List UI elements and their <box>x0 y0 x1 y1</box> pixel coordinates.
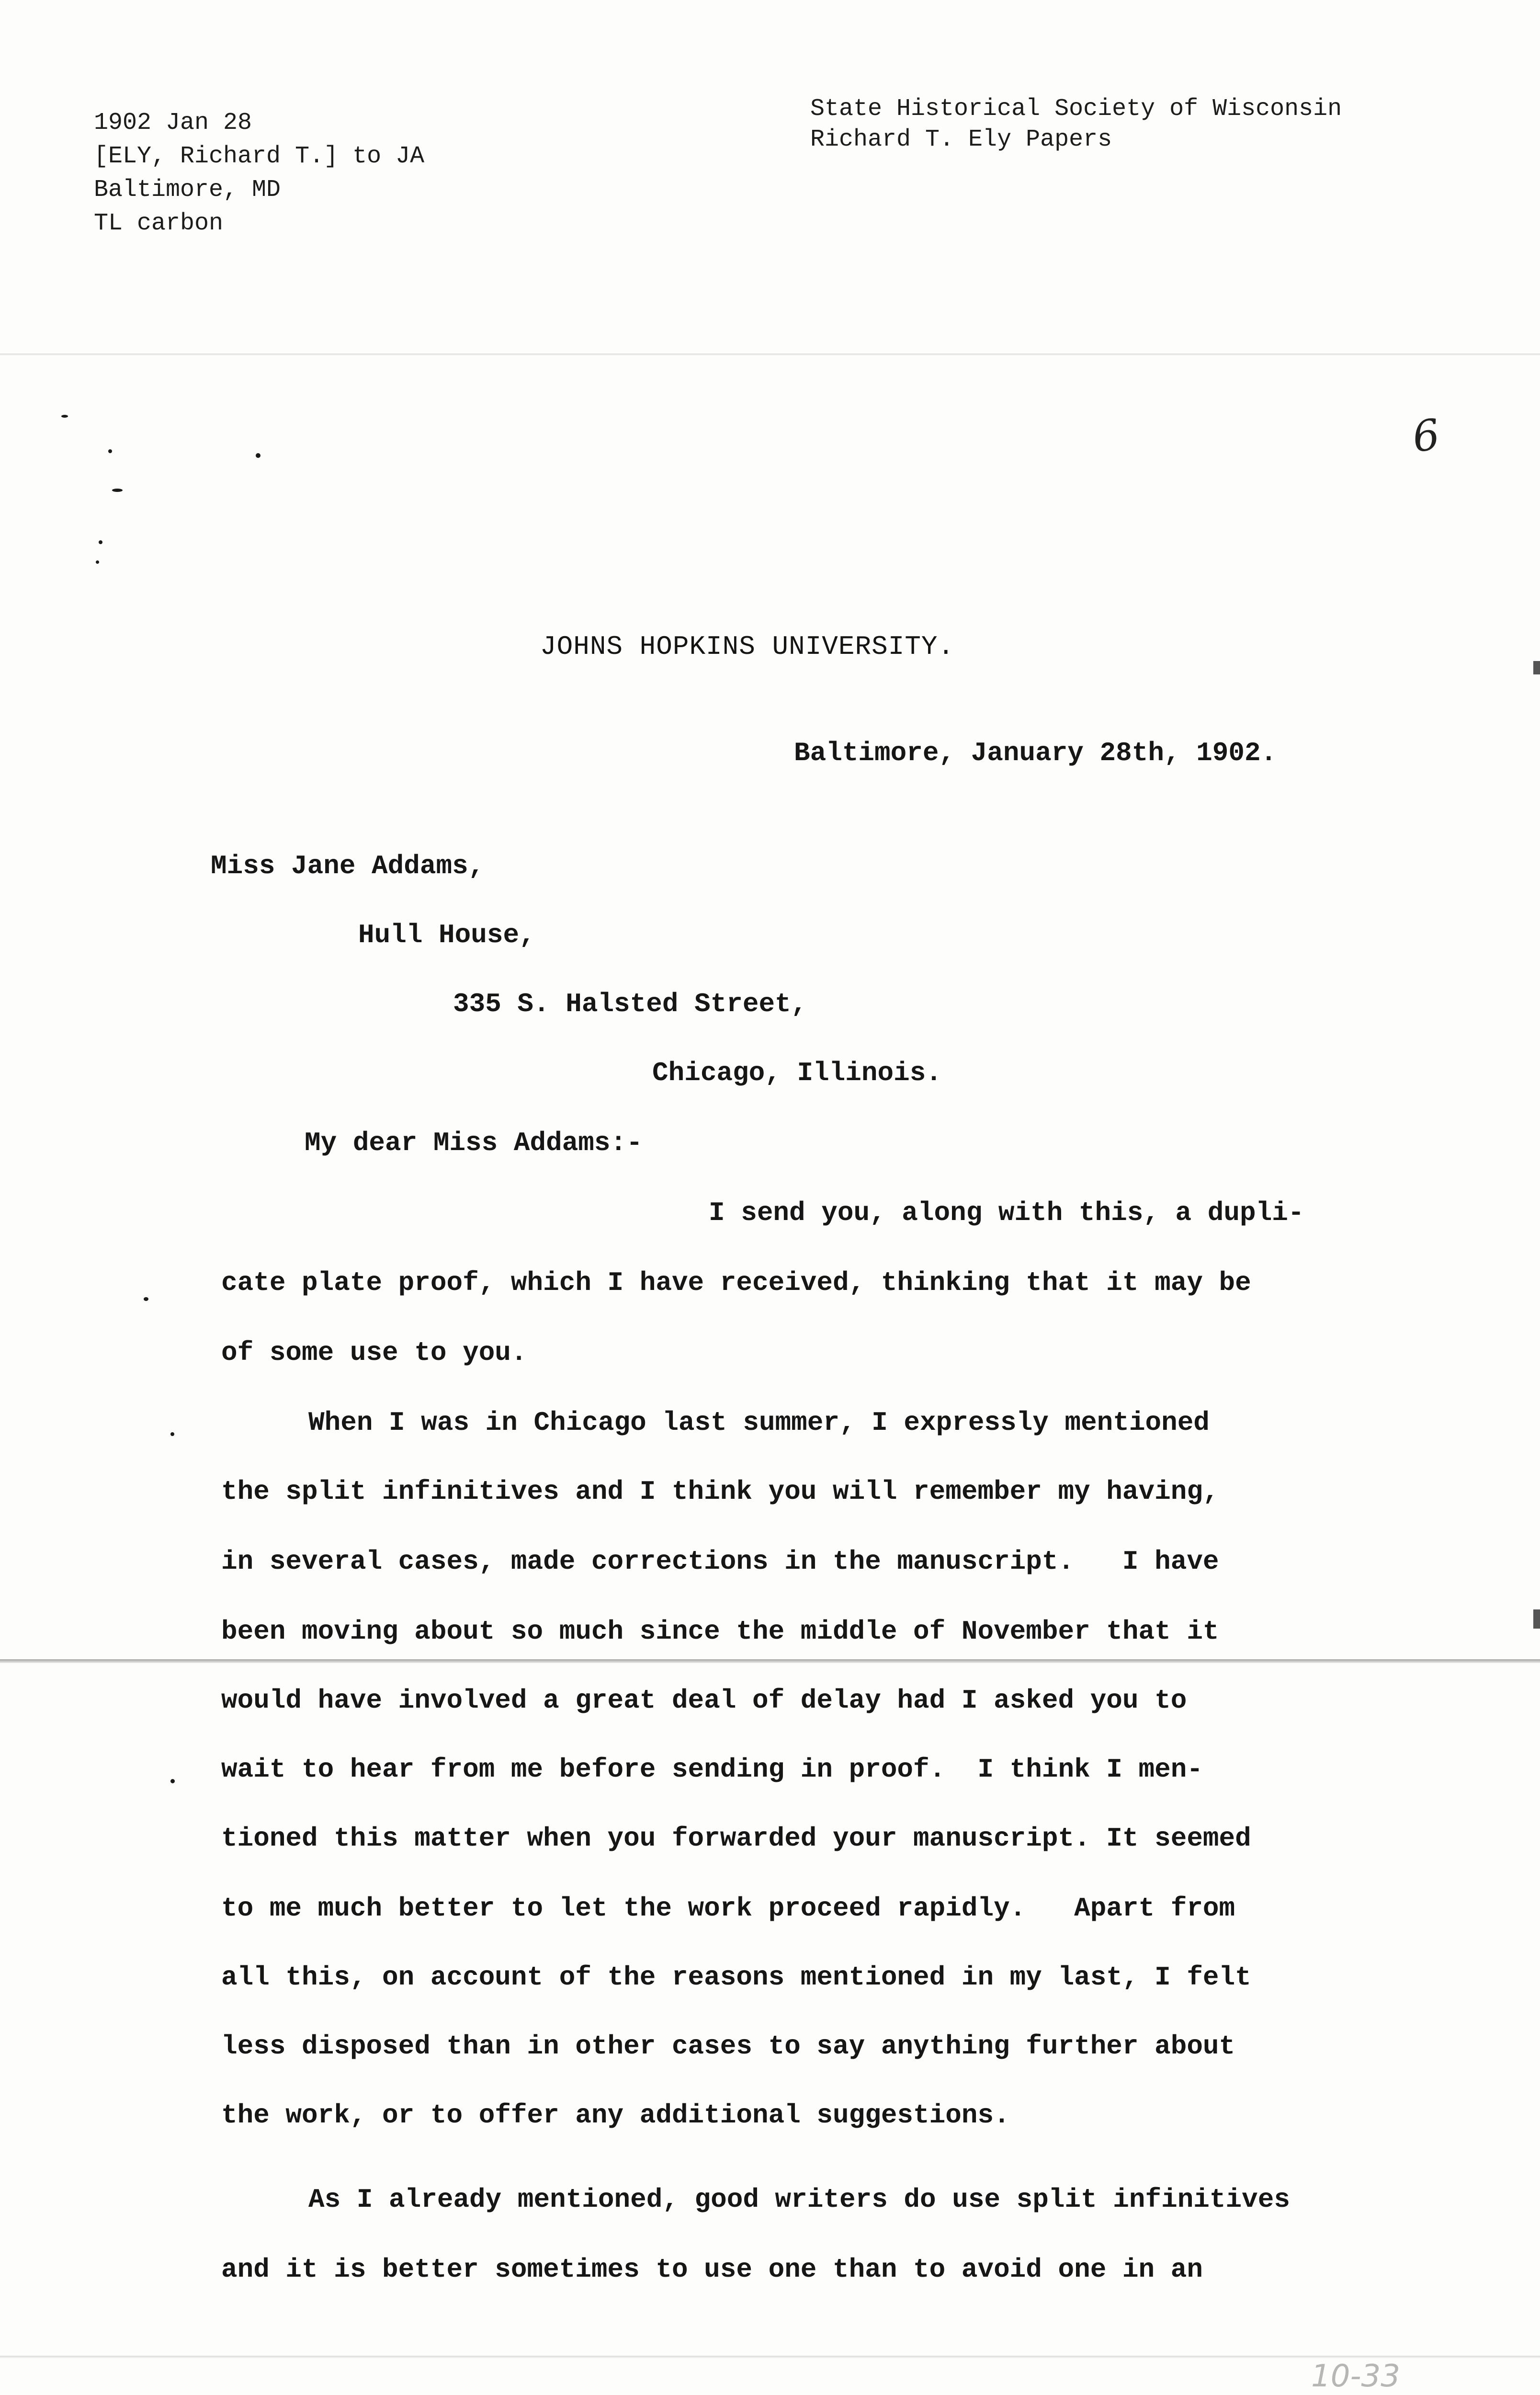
body-line: to me much better to let the work proceed rapidly. Apart from <box>221 1893 1235 1924</box>
paper-edge-mark <box>1533 661 1540 674</box>
body-line: cate plate proof, which I have received, thinking that it may be <box>221 1267 1251 1298</box>
ink-speck <box>61 415 68 418</box>
recipient-house: Hull House, <box>358 920 535 950</box>
ink-speck <box>170 1779 175 1783</box>
paper-edge-bottom <box>0 2356 1540 2358</box>
body-line: in several cases, made corrections in the manuscript. I have <box>221 1546 1219 1577</box>
salutation: My dear Miss Addams:- <box>305 1128 643 1158</box>
body-line: the split infinitives and I think you will remember my having, <box>221 1476 1219 1507</box>
letterhead: JOHNS HOPKINS UNIVERSITY. <box>540 631 955 662</box>
body-line: would have involved a great deal of delay had I asked you to <box>221 1685 1187 1716</box>
paper-edge-top <box>0 354 1540 355</box>
archival-correspondents: [ELY, Richard T.] to JA <box>94 143 425 170</box>
collection-name: Richard T. Ely Papers <box>810 126 1112 153</box>
pencil-notation: 10-33 <box>1311 2359 1400 2394</box>
repository-info <box>810 94 1342 155</box>
body-line: the work, or to offer any additional suggestions. <box>221 2100 1010 2131</box>
body-line: tioned this matter when you forwarded your manuscript. It seemed <box>221 1823 1251 1854</box>
ink-speck <box>144 1297 148 1301</box>
ink-speck <box>96 560 99 564</box>
letter-date: Baltimore, January 28th, 1902. <box>794 738 1277 768</box>
recipient-city: Chicago, Illinois. <box>652 1058 942 1088</box>
body-line: of some use to you. <box>221 1337 527 1368</box>
body-line: less disposed than in other cases to say anything further about <box>221 2031 1235 2062</box>
body-line: all this, on account of the reasons mentioned in my last, I felt <box>221 1962 1251 1993</box>
ink-speck <box>99 540 102 544</box>
body-line: I send you, along with this, a dupli- <box>709 1198 1304 1228</box>
recipient-name: Miss Jane Addams, <box>211 851 485 881</box>
ink-speck <box>256 453 260 458</box>
ink-speck <box>170 1432 174 1436</box>
repository-name: State Historical Society of Wisconsin <box>810 95 1342 123</box>
ink-speck <box>108 449 112 453</box>
archival-header <box>94 106 424 240</box>
body-line: been moving about so much since the middle of November that it <box>221 1616 1219 1647</box>
body-line: When I was in Chicago last summer, I expressly mentioned <box>308 1407 1210 1438</box>
archival-format: TL carbon <box>94 210 224 237</box>
ink-speck <box>112 489 123 492</box>
body-line: and it is better sometimes to use one than to avoid one in an <box>221 2254 1203 2285</box>
archival-place: Baltimore, MD <box>94 176 281 204</box>
body-line: As I already mentioned, good writers do use split infinitives <box>308 2184 1290 2215</box>
archival-date: 1902 Jan 28 <box>94 109 252 137</box>
handwritten-page-number: 6 <box>1409 409 1443 462</box>
paper-edge-mark <box>1533 1609 1540 1629</box>
recipient-street: 335 S. Halsted Street, <box>453 989 807 1019</box>
paper-fold-crease <box>0 1659 1540 1663</box>
body-line: wait to hear from me before sending in proof. I think I men- <box>221 1754 1203 1785</box>
